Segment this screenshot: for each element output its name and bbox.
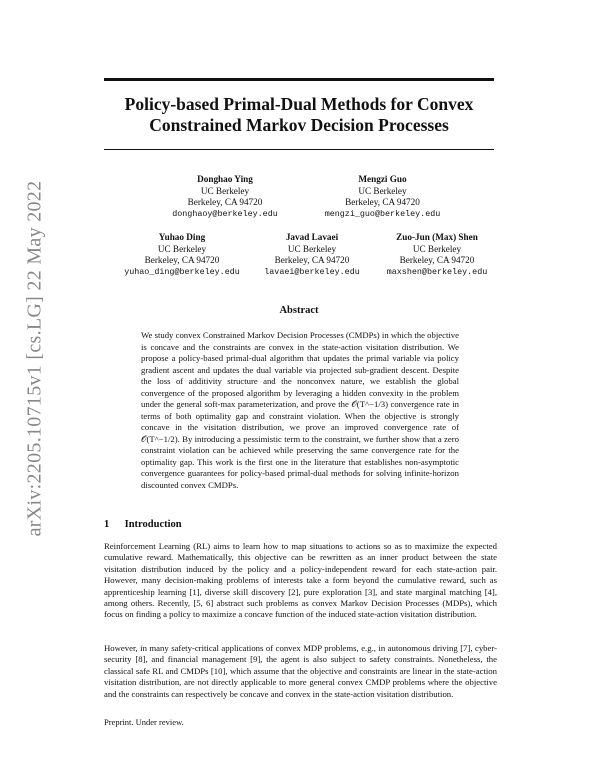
author-address: Berkeley, CA 94720 [399, 255, 475, 265]
author-address: Berkeley, CA 94720 [345, 197, 420, 207]
title-bottom-rule [104, 149, 494, 150]
author-name: Mengzi Guo [358, 174, 407, 184]
paper-title: Policy-based Primal-Dual Methods for Convex Constrained Markov Decision Processes [124, 94, 474, 135]
author-block [300, 174, 465, 220]
author-name: Javad Lavaei [285, 232, 339, 242]
section-number: 1 [104, 519, 110, 530]
author-address: Berkeley, CA 94720 [187, 197, 263, 207]
author-block [372, 232, 502, 278]
author-address: Berkeley, CA 94720 [144, 255, 220, 265]
author-affiliation: UC Berkeley [287, 243, 337, 254]
author-block [150, 174, 300, 220]
abstract-heading: Abstract [279, 305, 319, 316]
author-affiliation: UC Berkeley [412, 243, 462, 254]
author-block [252, 232, 372, 278]
author-name: Yuhao Ding [158, 232, 206, 242]
arxiv-identifier-stamp [10, 178, 60, 538]
author-email: donghaoy@berkeley.edu [172, 208, 278, 219]
author-email: yuhao_ding@berkeley.edu [124, 266, 240, 277]
author-name: Donghao Ying [197, 174, 253, 184]
author-email: mengzi_guo@berkeley.edu [324, 208, 441, 219]
author-affiliation: UC Berkeley [157, 243, 207, 254]
arxiv-identifier-text: arXiv:2205.10715v1 [cs.LG] 22 May 2022 [23, 180, 46, 536]
author-email: lavaei@berkeley.edu [264, 266, 360, 277]
section-title: Introduction [124, 519, 182, 530]
author-affiliation: UC Berkeley [358, 185, 407, 196]
author-name: Zuo-Jun (Max) Shen [396, 232, 478, 242]
author-block [112, 232, 252, 278]
preprint-footer: Preprint. Under review. [104, 717, 184, 727]
author-email: maxshen@berkeley.edu [386, 266, 488, 277]
author-affiliation: UC Berkeley [200, 185, 250, 196]
author-address: Berkeley, CA 94720 [274, 255, 350, 265]
abstract-text: We study convex Constrained Markov Decision Processes (CMDPs) in which the objective is concave and the constraints are convex in the state-action visitation distribution. We propose a policy-based primal-dual algorithm that updates the primal variable via policy gradient ascent and updates the dual variable via projected sub-gradient descent. Despite the loss of additivity structure and the nonconvex nature, we establish the global convergence of the proposed algorithm by leveraging a hidden convexity in the problem under the general soft-max parameterization, and prove the 𝒪(T^−1/3) convergence rate in terms of both optimality gap and constraint violation. When the objective is strongly concave in the visitation distribution, we prove an improved convergence rate of 𝒪(T^−1/2). By introducing a pessimistic term to the constraint, we further show that a zero constraint violation can be achieved while preserving the same convergence rate for the optimality gap. This work is the first one in the literature that establishes non-asymptotic convergence guarantees for policy-based primal-dual methods for solving infinite-horizon discounted convex CMDPs. [141, 330, 459, 490]
body-paragraph: Reinforcement Learning (RL) aims to learn how to map situations to actions so as to maximize the expected cumulative reward. Mathematically, this objective can be rewritten as an inner product between the state visitation distribution induced by the policy and a policy-independent reward for each state-action pair. However, many decision-making problems of interests take a form beyond the cumulative reward, such as apprenticeship learning [1], diverse skill discovery [2], pure exploration [3], and state marginal matching [4], among others. Recently, [5, 6] abstract such problems as convex Markov Decision Processes (MDPs), which focus on finding a policy to maximize a concave function of the induced state-action visitation distribution. [104, 541, 497, 620]
title-top-rule [104, 78, 494, 81]
section-heading [104, 519, 182, 530]
body-paragraph: However, in many safety-critical applications of convex MDP problems, e.g., in autonomous driving [7], cyber-security [8], and financial management [9], the agent is also subject to safety constraints. Nonetheless, the classical safe RL and CMDPs [10], which assume that the objective and constraints are linear in the state-action visitation distribution, are not directly applicable to more general convex CMDP problems where the objective and the constraints can respectively be concave and convex in the state-action visitation distribution. [104, 643, 497, 699]
